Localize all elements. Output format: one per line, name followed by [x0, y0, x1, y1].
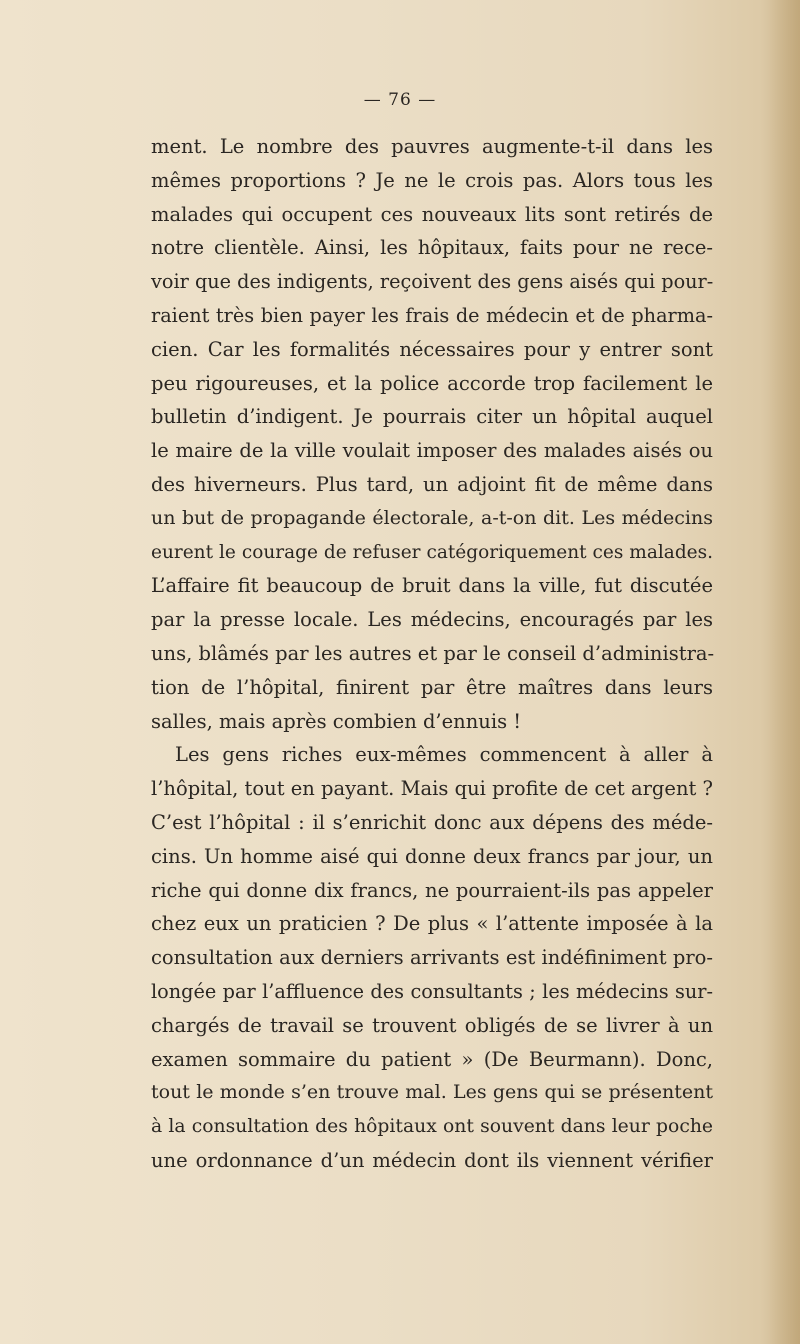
text-line: riche qui donne dix francs, ne pourraient-ils pas appeler — [151, 878, 713, 902]
text-line: eurent le courage de refuser catégoriquement ces malades. — [151, 541, 713, 563]
text-line: cins. Un homme aisé qui donne deux francs par jour, un — [151, 844, 713, 868]
text-line: chez eux un praticien ? De plus « l’attente imposée à la — [151, 912, 713, 936]
text-line: ment. Le nombre des pauvres augmente-t-il dans les — [151, 135, 713, 158]
paragraph-1 — [151, 130, 713, 738]
text-line: une ordonnance d’un médecin dont ils viennent vérifier — [151, 1148, 713, 1172]
text-line: peu rigoureuses, et la police accorde trop facilement le — [151, 371, 713, 395]
text-line: tout le monde s’en trouve mal. Les gens qui se présentent — [151, 1081, 713, 1104]
body-text — [151, 130, 713, 1178]
text-line: mêmes proportions ? Je ne le crois pas. Alors tous les — [151, 168, 713, 192]
page-edge-shading — [760, 0, 800, 1344]
text-line: le maire de la ville voulait imposer des malades aisés ou — [151, 439, 713, 463]
text-line: cien. Car les formalités nécessaires pour y entrer sont — [151, 337, 713, 361]
text-line: un but de propagande électorale, a-t-on dit. Les médecins — [151, 506, 713, 529]
text-line: consultation aux derniers arrivants est indéfiniment pro- — [151, 946, 713, 970]
page-number: — 76 — — [363, 90, 437, 110]
text-line: salles, mais après combien d’ennuis ! — [151, 709, 522, 733]
text-line: examen sommaire du patient » (De Beurmann). Donc, — [151, 1047, 713, 1071]
text-line: voir que des indigents, reçoivent des gens aisés qui pour- — [151, 270, 714, 294]
text-line: longée par l’affluence des consultants ; les médecins sur- — [151, 979, 713, 1003]
paragraph-2 — [151, 738, 713, 1177]
text-line: C’est l’hôpital : il s’enrichit donc aux dépens des méde- — [151, 810, 713, 834]
text-line: L’affaire fit beaucoup de bruit dans la ville, fut discutée — [151, 574, 713, 598]
text-line: chargés de travail se trouvent obligés de se livrer à un — [151, 1013, 713, 1037]
text-line: notre clientèle. Ainsi, les hôpitaux, faits pour ne rece- — [151, 236, 713, 260]
text-line: tion de l’hôpital, finirent par être maîtres dans leurs — [151, 675, 713, 699]
text-line: Les gens riches eux-mêmes commencent à aller à — [175, 743, 713, 767]
text-line: l’hôpital, tout en payant. Mais qui profite de cet argent ? — [151, 777, 713, 801]
text-line: à la consultation des hôpitaux ont souvent dans leur poche — [151, 1116, 713, 1138]
text-line: raient très bien payer les frais de médecin et de pharma- — [151, 303, 713, 327]
text-line: par la presse locale. Les médecins, encouragés par les — [151, 608, 713, 632]
text-line: bulletin d’indigent. Je pourrais citer un hôpital auquel — [151, 405, 713, 429]
text-line: malades qui occupent ces nouveaux lits sont retirés de — [151, 202, 713, 226]
text-line: des hiverneurs. Plus tard, un adjoint fit de même dans — [151, 472, 713, 496]
text-line: uns, blâmés par les autres et par le conseil d’administra- — [151, 641, 715, 665]
